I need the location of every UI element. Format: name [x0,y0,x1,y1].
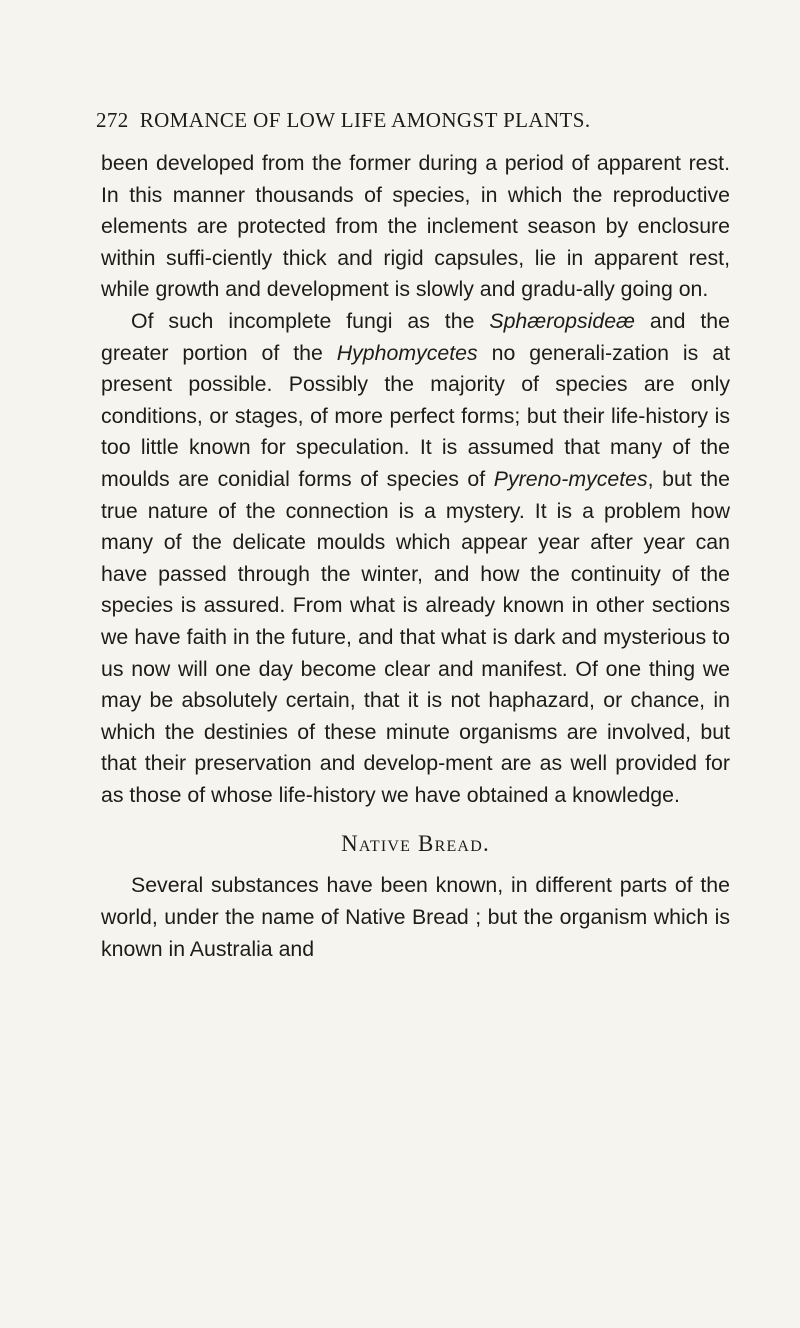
paragraph-1-text: been developed from the former during a period of apparent rest. In this manner thousands of species, in which the reproductive elements are protected from the inclement season by enclosure within suffi-ciently thick and rigid capsules, lie in apparent rest, while growth and development is slowly and gradu-ally going on. [101,151,730,302]
paragraph-1 [101,148,730,306]
paragraph-2-text-1: Of such incomplete fungi as the [131,308,490,333]
body-text [101,148,730,965]
page-number: 272 [96,108,129,132]
taxon-hyphomycetes: Hyphomycetes [336,340,478,365]
section-heading: Native Bread. [341,831,490,857]
taxon-sphaeropsideae: Sphæropsideæ [489,308,635,333]
paragraph-3 [101,870,730,965]
paragraph-3-text: Several substances have been known, in different parts of the world, under the name of Native Bread ; but the organism which is known in Australia and [101,873,730,961]
paragraph-2 [101,306,730,812]
running-title: ROMANCE OF LOW LIFE AMONGST PLANTS. [139,108,591,132]
paragraph-2-text-3: no generali-zation is at present possible. Possibly the majority of species are only conditions, or stages, of more perfect forms; but their life-history is too little known for speculation. It is assumed that many of the moulds are conidial forms of species of [101,340,730,491]
paragraph-2-text-2: and the greater portion of the [101,308,730,365]
paragraph-2-text-4: , but the true nature of the connection is a mystery. It is a problem how many of the delicate moulds which appear year after year can have passed through the winter, and how the continuity of the species is assured. From what is already known in other sections we have faith in the future, and that what is dark and mysterious to us now will one day become clear and manifest. Of one thing we may be absolutely certain, that it is not haphazard, or chance, in which the destinies of these minute organisms are involved, but that their preservation and develop-ment are as well provided for as those of whose life-history we have obtained a knowledge. [101,466,730,807]
taxon-pyrenomycetes: Pyreno-mycetes [493,466,648,491]
running-head [96,108,730,133]
